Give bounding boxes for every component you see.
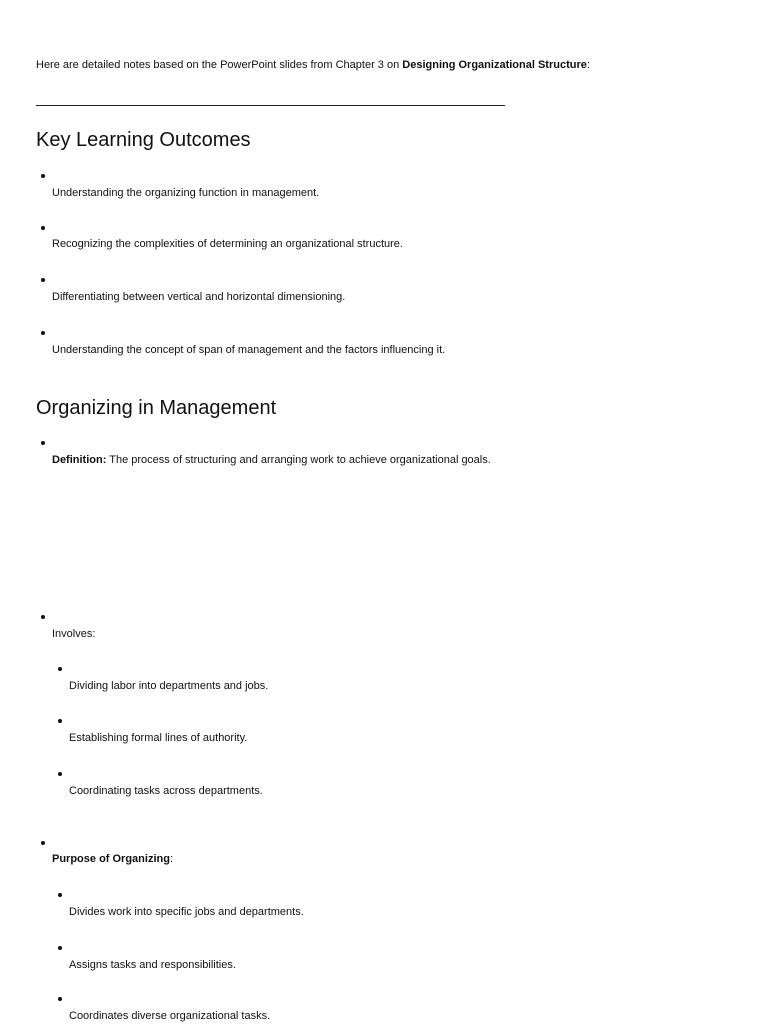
sub-bullet-icon	[58, 997, 62, 1001]
sub-bullet-icon	[58, 893, 62, 897]
list-item: Divides work into specific jobs and departments.	[69, 906, 304, 918]
sub-bullet-icon	[58, 667, 62, 671]
sub-bullet-icon	[58, 946, 62, 950]
bullet-icon	[41, 226, 45, 230]
list-item: Assigns tasks and responsibilities.	[69, 959, 236, 971]
list-item: Differentiating between vertical and horizontal dimensioning.	[52, 291, 346, 303]
intro-topic: Designing Organizational Structure	[402, 59, 587, 71]
list-item: Understanding the organizing function in management.	[52, 187, 320, 199]
section-heading-organizing: Organizing in Management	[36, 397, 277, 419]
list-item: Establishing formal lines of authority.	[69, 732, 248, 744]
bullet-icon	[41, 615, 45, 619]
involves-label: Involves:	[52, 628, 96, 640]
horizontal-rule	[36, 105, 505, 106]
intro-suffix: :	[586, 59, 590, 71]
definition-item	[52, 453, 491, 467]
purpose-label	[52, 852, 173, 866]
bullet-icon	[41, 278, 45, 282]
definition-term: Definition:	[52, 454, 107, 466]
list-item: Coordinating tasks across departments.	[69, 785, 263, 797]
purpose-term: Purpose of Organizing	[52, 853, 170, 865]
purpose-suffix: :	[169, 853, 174, 865]
bullet-icon	[41, 841, 45, 845]
sub-bullet-icon	[58, 719, 62, 723]
list-item: Dividing labor into departments and jobs.	[69, 680, 269, 692]
intro-paragraph	[36, 58, 590, 72]
list-item: Recognizing the complexities of determining an organizational structure.	[52, 238, 403, 250]
intro-prefix: Here are detailed notes based on the PowerPoint slides from Chapter 3 on	[36, 59, 403, 71]
section-heading-outcomes: Key Learning Outcomes	[36, 129, 251, 151]
list-item: Understanding the concept of span of management and the factors influencing it.	[52, 344, 446, 356]
sub-bullet-icon	[58, 772, 62, 776]
bullet-icon	[41, 441, 45, 445]
definition-text: The process of structuring and arranging work to achieve organizational goals.	[106, 454, 491, 466]
list-item: Coordinates diverse organizational tasks.	[69, 1010, 271, 1022]
bullet-icon	[41, 331, 45, 335]
bullet-icon	[41, 174, 45, 178]
